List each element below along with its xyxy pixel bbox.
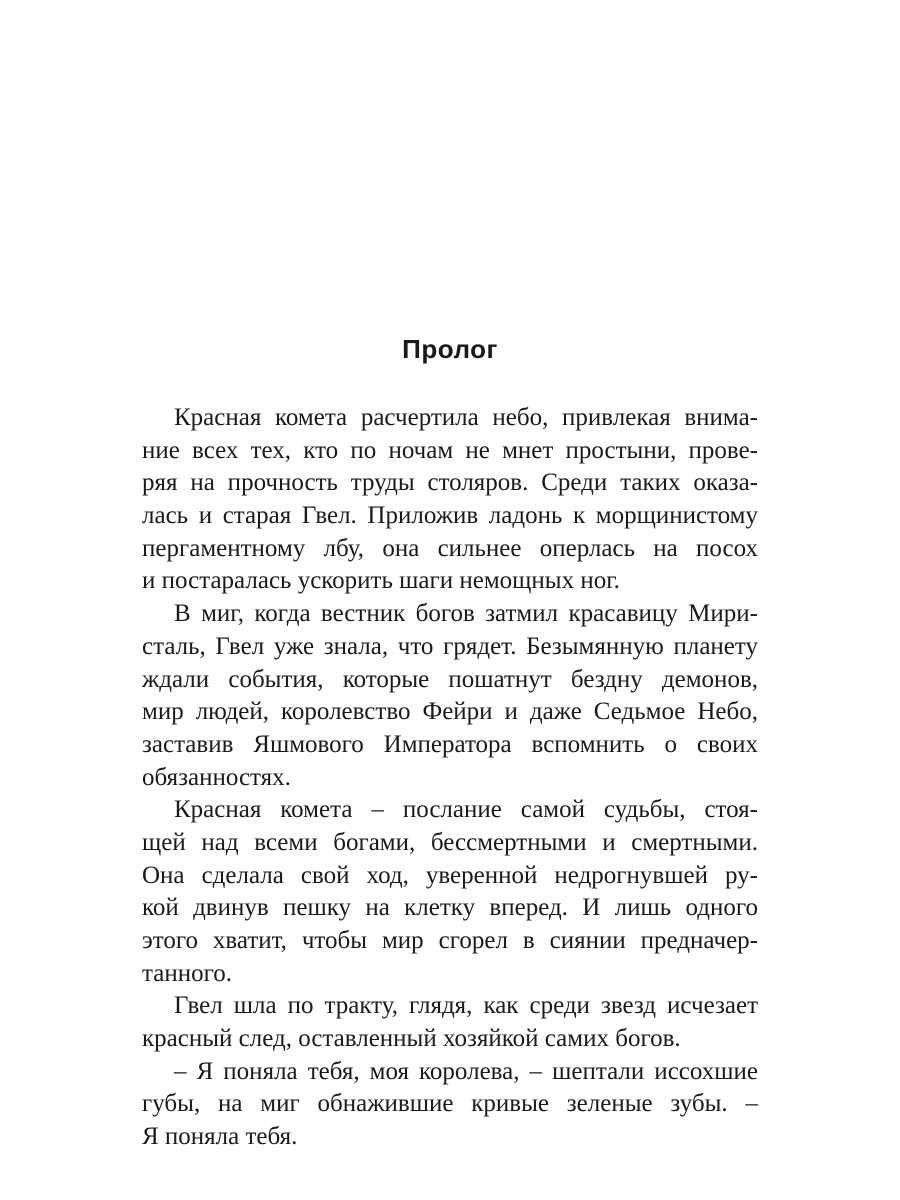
text-line: Гвел шла по тракту, глядя, как среди звезд исчезает [174,992,758,1020]
paragraph-1 [142,402,758,598]
text-line: ряя на прочность труды столяров. Среди таких оказа- [142,469,758,497]
text-line: ждали события, которые пошатнут бездну демонов, [142,665,758,693]
text-line: Красная комета расчертила небо, привлекая внима- [174,404,758,431]
chapter-title: Пролог [402,334,498,364]
text-line: этого хватит, чтобы мир сгорел в сиянии предначер- [142,927,758,954]
text-line: лась и старая Гвел. Приложив ладонь к морщинистому [142,502,758,530]
prologue-text [142,402,758,1154]
text-line: губы, на миг обнажившие кривые зеленые зубы. – [142,1090,758,1118]
text-line: Я поняла тебя. [142,1123,298,1151]
text-line: танного. [142,959,232,987]
text-line: ние всех тех, кто по ночам не мнет простыни, прове- [142,436,758,464]
text-line: Она сделала свой ход, уверенной недрогнувшей ру- [142,861,758,889]
text-line: сталь, Гвел уже знала, что грядет. Безымянную планету [142,632,758,660]
text-line: – Я поняла тебя, моя королева, – шептали иссохшие [174,1057,758,1085]
text-line: и постаралась ускорить шаги немощных ног. [142,567,620,595]
paragraph-5 [142,1056,758,1154]
paragraph-4 [142,990,758,1055]
text-line: кой двинув пешку на клетку вперед. И лишь одного [142,894,758,922]
paragraph-2 [142,598,758,794]
text-line: обязанностях. [142,763,291,791]
text-line: мир людей, королевство Фейри и даже Седьмое Небо, [142,698,758,726]
paragraph-3 [142,794,758,990]
text-line: заставив Яшмового Императора вспомнить о своих [142,730,758,758]
text-line: пергаментному лбу, она сильнее оперлась на посох [142,534,758,562]
text-line: Красная комета – послание самой судьбы, стоя- [174,796,758,824]
text-line: щей над всеми богами, бессмертными и смертными. [142,828,758,856]
text-line: красный след, оставленный хозяйкой самих богов. [142,1025,681,1053]
text-line: В миг, когда вестник богов затмил красавицу Мири- [174,600,758,628]
